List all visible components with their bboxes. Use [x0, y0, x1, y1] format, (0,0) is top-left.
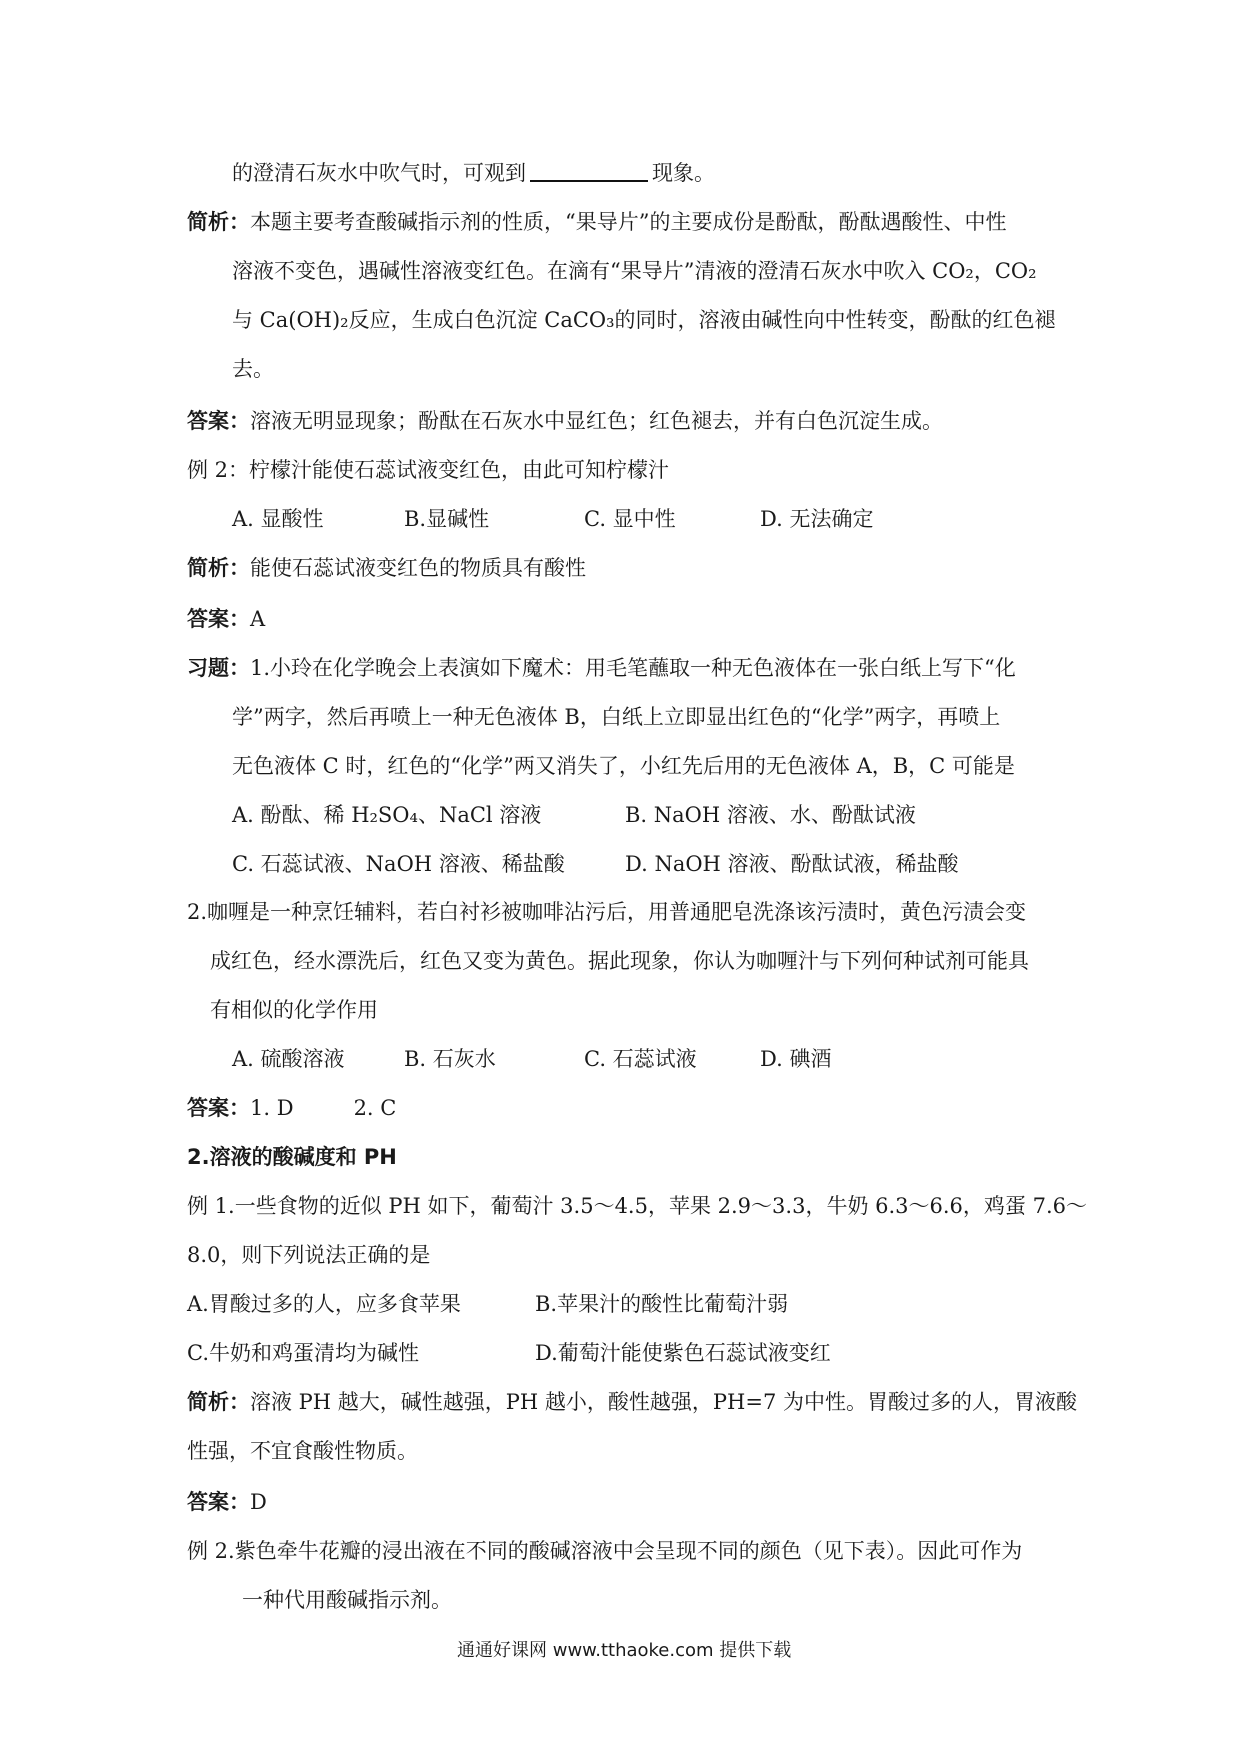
- answer-blank: [530, 160, 648, 182]
- analysis-label: 简析：: [187, 556, 250, 580]
- answer-line: 答案：1. D 2. C: [187, 1096, 397, 1120]
- example-line: 例 2.紫色牵牛花瓣的浸出液在不同的酸碱溶液中会呈现不同的颜色（见下表）。因此可作为: [187, 1539, 1023, 1563]
- option-b: B.苹果汁的酸性比葡萄汁弱: [535, 1292, 789, 1316]
- option-d: D. NaOH 溶液、酚酞试液，稀盐酸: [625, 852, 959, 876]
- exercise-line: 2.咖喱是一种烹饪辅料，若白衬衫被咖啡沾污后，用普通肥皂洗涤该污渍时，黄色污渍会变: [187, 900, 1027, 924]
- analysis-line: 去。: [232, 357, 274, 381]
- exercise-label: 习题：: [187, 656, 250, 680]
- example-line: 例 2：柠檬汁能使石蕊试液变红色，由此可知柠檬汁: [187, 458, 670, 482]
- answer-label: 答案：: [187, 607, 250, 631]
- example-line: 一种代用酸碱指示剂。: [242, 1588, 452, 1612]
- analysis-line: 简析：溶液 PH 越大，碱性越强，PH 越小，酸性越强，PH=7 为中性。胃酸过多的人，胃液酸: [187, 1390, 1077, 1414]
- exercise-line: 成红色，经水漂洗后，红色又变为黄色。据此现象，你认为咖喱汁与下列何种试剂可能具: [210, 949, 1029, 973]
- example-line: 例 1.一些食物的近似 PH 如下，葡萄汁 3.5～4.5，苹果 2.9～3.3，牛奶 6.3～6.6，鸡蛋 7.6～: [187, 1194, 1087, 1218]
- section-heading: 2.溶液的酸碱度和 PH: [187, 1145, 397, 1169]
- answer-line: 答案：A: [187, 607, 266, 631]
- answer-label: 答案：: [187, 1490, 250, 1514]
- example-line: 8.0，则下列说法正确的是: [187, 1243, 431, 1267]
- answer-label: 答案：: [187, 1096, 250, 1120]
- exercise-line: 习题：1.小玲在化学晚会上表演如下魔术：用毛笔蘸取一种无色液体在一张白纸上写下“化: [187, 656, 1016, 680]
- option-b: B. NaOH 溶液、水、酚酞试液: [625, 803, 916, 827]
- analysis-line: 简析：能使石蕊试液变红色的物质具有酸性: [187, 556, 586, 580]
- answer-label: 答案：: [187, 409, 250, 433]
- analysis-line: 与 Ca(OH)₂反应，生成白色沉淀 CaCO₃的同时，溶液由碱性向中性转变，酚酞的红色褪: [232, 308, 1056, 332]
- option-c: C. 石蕊试液: [584, 1047, 697, 1071]
- page-footer: 通通好课网 www.tthaoke.com 提供下载: [457, 1640, 792, 1661]
- option-d: D. 无法确定: [760, 507, 874, 531]
- option-c: C. 显中性: [584, 507, 676, 531]
- answer-line: 答案：D: [187, 1490, 267, 1514]
- option-b: B.显碱性: [404, 507, 490, 531]
- option-a: A.胃酸过多的人，应多食苹果: [187, 1292, 461, 1316]
- analysis-line: 溶液不变色，遇碱性溶液变红色。在滴有“果导片”清液的澄清石灰水中吹入 CO₂，CO₂: [232, 259, 1037, 283]
- analysis-line: 性强，不宜食酸性物质。: [187, 1439, 418, 1463]
- option-d: D. 碘酒: [760, 1047, 832, 1071]
- answer-line: 答案：溶液无明显现象；酚酞在石灰水中显红色；红色褪去，并有白色沉淀生成。: [187, 409, 943, 433]
- option-c: C. 石蕊试液、NaOH 溶液、稀盐酸: [232, 852, 565, 876]
- option-a: A. 显酸性: [232, 507, 324, 531]
- option-b: B. 石灰水: [404, 1047, 496, 1071]
- exercise-line: 学”两字，然后再喷上一种无色液体 B，白纸上立即显出红色的“化学”两字，再喷上: [232, 705, 1001, 729]
- option-d: D.葡萄汁能使紫色石蕊试液变红: [535, 1341, 831, 1365]
- text-line: 的澄清石灰水中吹气时，可观到 现象。: [232, 161, 715, 185]
- exercise-line: 无色液体 C 时，红色的“化学”两又消失了，小红先后用的无色液体 A，B，C 可能是: [232, 754, 1015, 778]
- analysis-label: 简析：: [187, 1390, 250, 1414]
- option-a: A. 硫酸溶液: [232, 1047, 345, 1071]
- exercise-line: 有相似的化学作用: [210, 998, 378, 1022]
- option-a: A. 酚酞、稀 H₂SO₄、NaCl 溶液: [232, 803, 542, 827]
- analysis-line: 简析：本题主要考查酸碱指示剂的性质，“果导片”的主要成份是酚酞，酚酞遇酸性、中性: [187, 210, 1007, 234]
- option-c: C.牛奶和鸡蛋清均为碱性: [187, 1341, 419, 1365]
- analysis-label: 简析：: [187, 210, 250, 234]
